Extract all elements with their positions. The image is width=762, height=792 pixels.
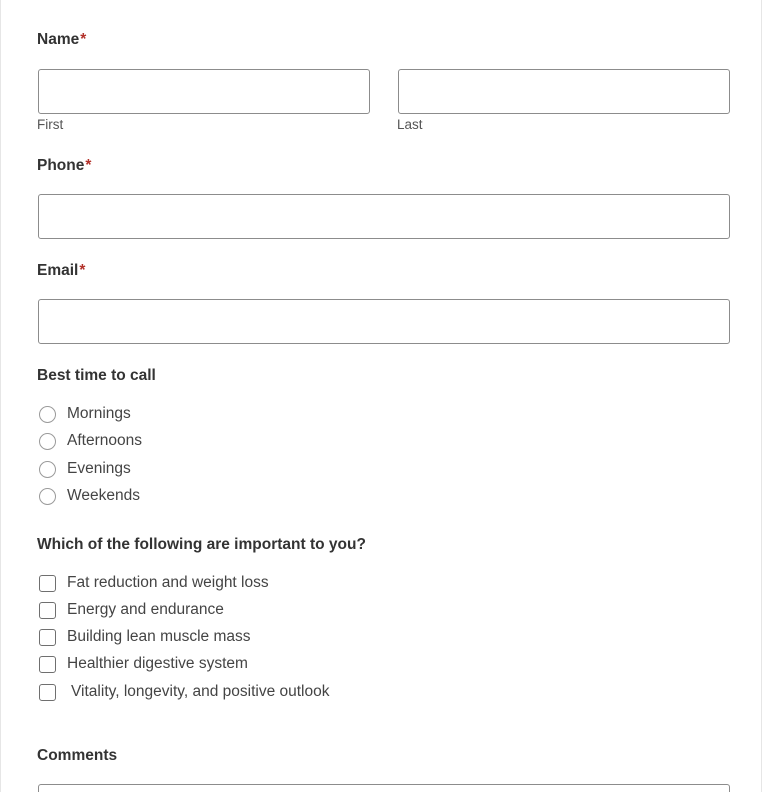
checkbox-option-label: Vitality, longevity, and positive outlook [71,683,330,700]
phone-label [37,157,91,175]
best-time-label: Best time to call [37,367,156,384]
checkbox-option-label: Building lean muscle mass [67,628,251,645]
last-name-sublabel: Last [397,117,423,132]
checkbox[interactable] [39,575,56,592]
radio-button[interactable] [39,488,56,505]
important-label: Which of the following are important to you? [37,536,366,553]
radio-button[interactable] [39,461,56,478]
phone-input[interactable] [38,194,730,239]
name-label [37,31,86,49]
radio-button[interactable] [39,406,56,423]
radio-option-mornings[interactable] [39,404,131,424]
radio-option-evenings[interactable] [39,459,131,479]
checkbox-option-muscle[interactable] [39,627,251,647]
checkbox[interactable] [39,629,56,646]
last-name-input[interactable] [398,69,730,114]
email-input[interactable] [38,299,730,344]
radio-option-label: Weekends [67,487,140,504]
radio-option-label: Evenings [67,460,131,477]
radio-button[interactable] [39,433,56,450]
checkbox-option-label: Fat reduction and weight loss [67,574,269,591]
email-label [37,262,85,280]
checkbox-option-energy[interactable] [39,600,224,620]
radio-option-label: Mornings [67,405,131,422]
email-label-text: Email [37,262,79,279]
checkbox-option-digestive[interactable] [39,654,248,674]
checkbox-option-label: Energy and endurance [67,601,224,618]
checkbox-option-fat-reduction[interactable] [39,573,269,593]
checkbox-option-label: Healthier digestive system [67,655,248,672]
radio-option-label: Afternoons [67,432,142,449]
phone-label-text: Phone [37,157,85,174]
checkbox[interactable] [39,684,56,701]
name-label-text: Name [37,31,80,48]
comments-textarea[interactable] [38,784,730,792]
checkbox-option-vitality[interactable] [39,682,329,702]
required-marker: * [79,262,86,279]
radio-option-weekends[interactable] [39,486,140,506]
required-marker: * [85,157,92,174]
first-name-input[interactable] [38,69,370,114]
first-name-sublabel: First [37,117,64,132]
comments-label: Comments [37,747,118,764]
checkbox[interactable] [39,656,56,673]
checkbox[interactable] [39,602,56,619]
radio-option-afternoons[interactable] [39,431,142,451]
required-marker: * [80,31,87,48]
